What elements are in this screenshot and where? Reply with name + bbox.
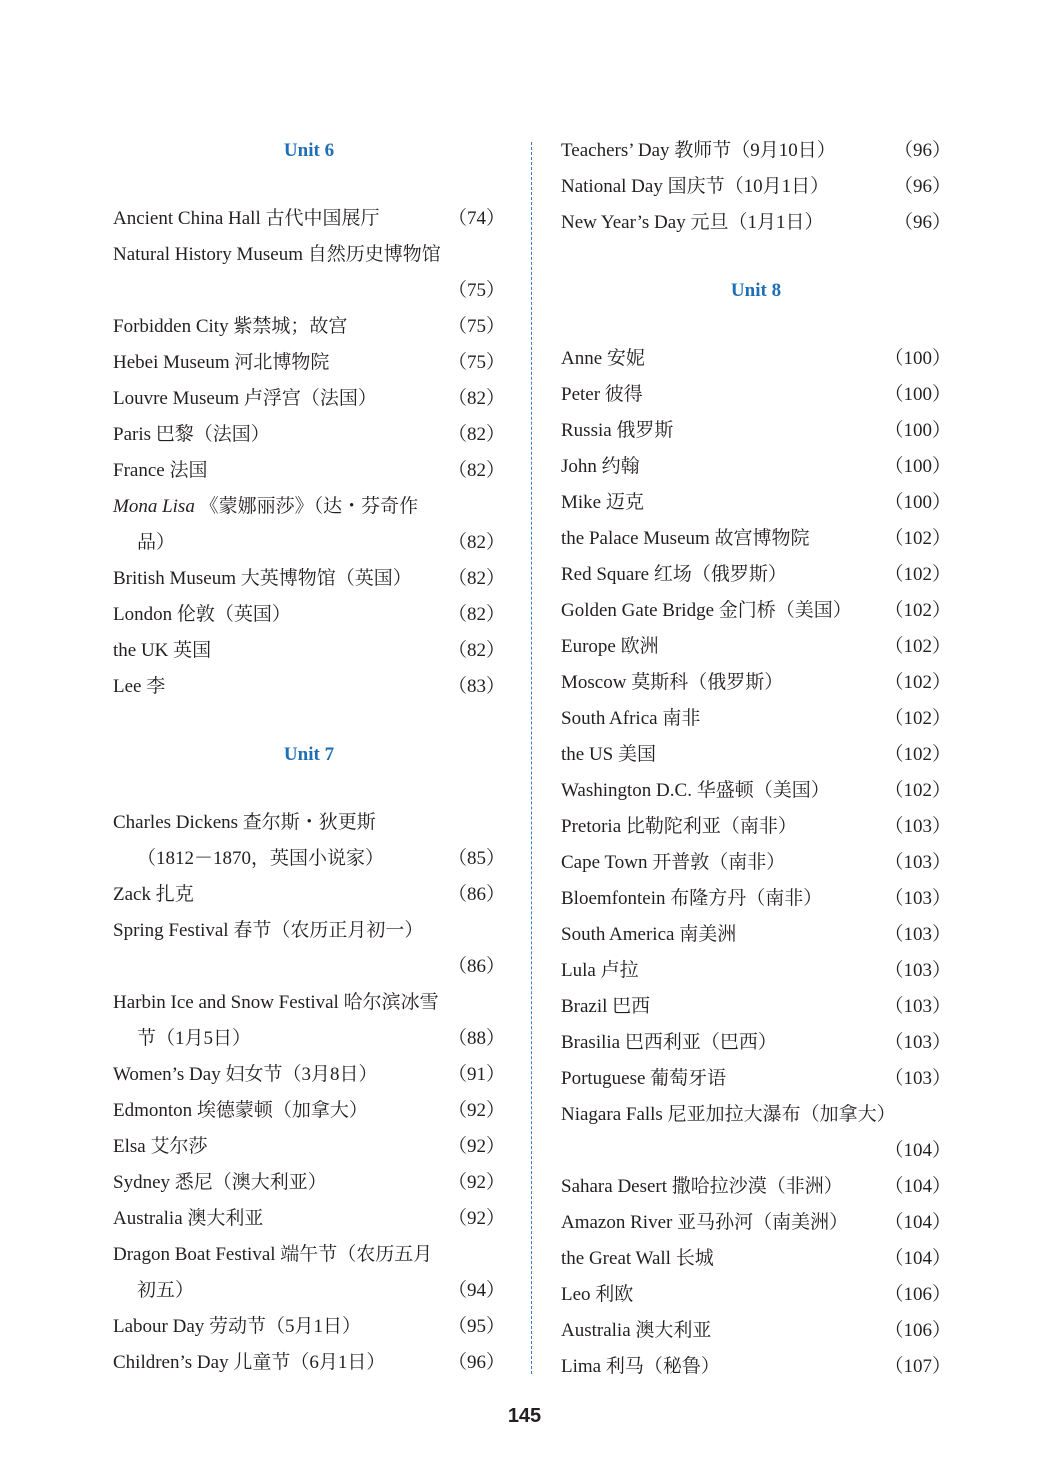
entry-term (561, 1176, 843, 1197)
entry-text: London 伦敦（英国） (113, 604, 291, 625)
entry-text: Europe 欧洲 (561, 636, 659, 657)
entry-text: Lee 李 (113, 676, 166, 697)
entry-term (113, 388, 377, 409)
entry-continuation: 品） (137, 532, 176, 553)
entry-page-ref: （95） (447, 1316, 505, 1337)
entry-term (113, 1208, 263, 1229)
entry-page-ref: （82） (447, 424, 505, 445)
entry-continuation (113, 273, 447, 309)
entry-text: New Year’s Day 元旦（1月1日） (561, 212, 824, 233)
entry-text: Ancient China Hall 古代中国展厅 (113, 208, 380, 229)
entry-page-ref: （82） (447, 604, 505, 625)
entry-continuation (113, 949, 447, 985)
glossary-entry (113, 561, 505, 597)
entry-page-ref: （102） (884, 780, 951, 801)
entry-term (561, 708, 700, 729)
glossary-entry (113, 345, 505, 381)
entry-page-ref: （86） (447, 884, 505, 905)
entry-page-ref: （102） (884, 600, 951, 621)
entry-page-ref: （103） (884, 1068, 951, 1089)
entry-text: Moscow 莫斯科（俄罗斯） (561, 672, 784, 693)
glossary-entry (113, 805, 505, 877)
entry-text: Amazon River 亚马孙河（南美洲） (561, 1212, 849, 1233)
entry-page-ref: （85） (447, 848, 505, 869)
glossary-entry (113, 913, 505, 985)
entry-term (113, 920, 423, 941)
entry-continuation: （1812－1870，英国小说家） (137, 848, 385, 869)
entry-term (113, 1136, 207, 1157)
entry-page-ref: （102） (884, 564, 951, 585)
entry-page-ref: （107） (884, 1356, 951, 1377)
entry-page-ref: （74） (447, 208, 505, 229)
entry-term (561, 888, 822, 909)
entry-page-ref: （103） (884, 888, 951, 909)
entry-page-ref: （91） (447, 1064, 505, 1085)
entry-page-ref: （94） (447, 1280, 505, 1301)
entry-page-ref: （96） (893, 212, 951, 233)
entry-text: National Day 国庆节（10月1日） (561, 176, 830, 197)
entry-text: Lula 卢拉 (561, 960, 639, 981)
entry-term (113, 316, 347, 337)
entry-term (561, 960, 639, 981)
entry-page-ref: （75） (447, 352, 505, 373)
entry-page-ref: （106） (884, 1320, 951, 1341)
glossary-entry (561, 1169, 951, 1205)
entry-text: Zack 扎克 (113, 884, 194, 905)
glossary-entry (113, 1165, 505, 1201)
entry-page-ref: （82） (447, 532, 505, 553)
glossary-entry (561, 1241, 951, 1277)
unit-heading: Unit 6 (283, 140, 335, 161)
glossary-entry (561, 485, 951, 521)
glossary-entry (561, 593, 951, 629)
entry-term (561, 528, 810, 549)
entry-text: South Africa 南非 (561, 708, 701, 729)
glossary-entry (113, 453, 505, 489)
glossary-entry (113, 381, 505, 417)
entry-page-ref: （75） (447, 280, 505, 301)
entry-page-ref: （103） (884, 816, 951, 837)
entry-page-ref: （100） (884, 348, 951, 369)
entry-page-ref: （82） (447, 388, 505, 409)
entry-page-ref: （102） (884, 528, 951, 549)
entry-term (561, 1212, 848, 1233)
entry-text: France 法国 (113, 460, 208, 481)
entry-text: Spring Festival 春节（农历正月初一） (113, 920, 424, 941)
unit-heading: Unit 8 (730, 280, 782, 301)
entry-term (561, 348, 645, 369)
entry-term (561, 384, 643, 405)
right-column (561, 133, 951, 1385)
entry-page-ref: （103） (884, 852, 951, 873)
glossary-entry (113, 1093, 505, 1129)
entry-text: Brasilia 巴西利亚（巴西） (561, 1032, 777, 1053)
entry-term (113, 208, 380, 229)
entry-continuation (561, 1133, 893, 1169)
entry-text: Australia 澳大利亚 (561, 1320, 712, 1341)
glossary-entry (113, 633, 505, 669)
entry-term (561, 420, 673, 441)
entry-term (113, 1064, 377, 1085)
entry-text: South America 南美洲 (561, 924, 737, 945)
entry-text: Niagara Falls 尼亚加拉大瀑布（加拿大） (561, 1104, 896, 1125)
entry-page-ref: （82） (447, 640, 505, 661)
entry-page-ref: （104） (884, 1176, 951, 1197)
entry-text: Red Square 红场（俄罗斯） (561, 564, 787, 585)
entry-text: Pretoria 比勒陀利亚（南非） (561, 816, 797, 837)
entry-text: Louvre Museum 卢浮宫（法国） (113, 388, 377, 409)
glossary-entry (561, 845, 951, 881)
entry-text: Forbidden City 紫禁城；故宫 (113, 316, 348, 337)
entry-text: the Great Wall 长城 (561, 1248, 714, 1269)
entry-continuation: 节（1月5日） (137, 1028, 252, 1049)
entry-page-ref: （96） (447, 1352, 505, 1373)
glossary-entry (113, 669, 505, 705)
entry-text: Bloemfontein 布隆方丹（南非） (561, 888, 823, 909)
glossary-entry (561, 1025, 951, 1061)
entry-page-ref: （103） (884, 960, 951, 981)
entry-term (113, 496, 418, 517)
entry-term (561, 456, 640, 477)
entry-text: Peter 彼得 (561, 384, 643, 405)
glossary-entry (561, 773, 951, 809)
entry-text: Hebei Museum 河北博物院 (113, 352, 330, 373)
entry-term (113, 424, 270, 445)
glossary-entry (113, 1129, 505, 1165)
entry-term (561, 672, 783, 693)
glossary-entry (561, 917, 951, 953)
entry-text: John 约翰 (561, 456, 640, 477)
entry-term (113, 1316, 361, 1337)
entry-term (561, 1032, 777, 1053)
entry-term (113, 244, 441, 265)
entry-text: Dragon Boat Festival 端午节（农历五月 (113, 1244, 433, 1265)
entry-page-ref: （82） (447, 568, 505, 589)
entry-text: Teachers’ Day 教师节（9月10日） (561, 140, 836, 161)
entry-term (561, 600, 852, 621)
entry-term (113, 884, 194, 905)
glossary-entry (561, 1205, 951, 1241)
unit-heading: Unit 7 (283, 744, 335, 765)
entry-text: Women’s Day 妇女节（3月8日） (113, 1064, 378, 1085)
entry-text: Children’s Day 儿童节（6月1日） (113, 1352, 386, 1373)
entry-term (561, 1356, 720, 1377)
entry-term (113, 1352, 385, 1373)
glossary-entry (561, 629, 951, 665)
entry-term (561, 744, 656, 765)
entry-text: Edmonton 埃德蒙顿（加拿大） (113, 1100, 368, 1121)
entry-page-ref: （96） (893, 176, 951, 197)
entry-page-ref: （102） (884, 672, 951, 693)
entry-text: Labour Day 劳动节（5月1日） (113, 1316, 362, 1337)
glossary-entry (113, 1237, 505, 1309)
entry-term (561, 924, 736, 945)
entry-page-ref: （92） (447, 1172, 505, 1193)
entry-text: Cape Town 开普敦（南非） (561, 852, 786, 873)
entry-term (561, 1248, 714, 1269)
entry-term (113, 460, 207, 481)
glossary-entry (561, 205, 951, 241)
entry-text: Harbin Ice and Snow Festival 哈尔滨冰雪 (113, 992, 439, 1013)
entry-term (561, 1320, 711, 1341)
glossary-entry (113, 489, 505, 561)
entry-text: Golden Gate Bridge 金门桥（美国） (561, 600, 852, 621)
glossary-entry (561, 989, 951, 1025)
glossary-entry (561, 413, 951, 449)
glossary-entry (561, 953, 951, 989)
glossary-entry (113, 1057, 505, 1093)
glossary-entry (113, 985, 505, 1057)
entry-text: Brazil 巴西 (561, 996, 651, 1017)
glossary-entry (561, 1313, 951, 1349)
entry-page-ref: （102） (884, 708, 951, 729)
glossary-entry (561, 1349, 951, 1385)
entry-page-ref: （103） (884, 1032, 951, 1053)
glossary-entry (561, 341, 951, 377)
entry-text: Charles Dickens 查尔斯・狄更斯 (113, 812, 376, 833)
entry-term (561, 780, 830, 801)
entry-page-ref: （102） (884, 636, 951, 657)
glossary-entry (561, 1277, 951, 1313)
glossary-entry (561, 449, 951, 485)
glossary-entry (113, 201, 505, 237)
glossary-entry (561, 809, 951, 845)
left-column (113, 133, 505, 1381)
entry-term (561, 212, 823, 233)
entry-text: Mike 迈克 (561, 492, 644, 513)
glossary-entry (561, 557, 951, 593)
entry-term (113, 1100, 368, 1121)
entry-text: British Museum 大英博物馆（英国） (113, 568, 412, 589)
entry-page-ref: （92） (447, 1208, 505, 1229)
glossary-entry (561, 377, 951, 413)
glossary-entry (561, 1097, 951, 1169)
entry-term (113, 604, 291, 625)
glossary-entry (113, 309, 505, 345)
entry-text: Anne 安妮 (561, 348, 645, 369)
entry-term (113, 1244, 432, 1265)
glossary-entry (113, 1345, 505, 1381)
glossary-entry (113, 1201, 505, 1237)
entry-term (561, 852, 785, 873)
glossary-entry (561, 665, 951, 701)
entry-text: the Palace Museum 故宫博物院 (561, 528, 810, 549)
glossary-entry (561, 521, 951, 557)
entry-term-italic: Mona Lisa (113, 496, 195, 517)
entry-page-ref: （104） (884, 1212, 951, 1233)
glossary-entry (561, 133, 951, 169)
entry-text: Leo 利欧 (561, 1284, 634, 1305)
glossary-entry (561, 1061, 951, 1097)
glossary-entry (561, 881, 951, 917)
entry-text: Paris 巴黎（法国） (113, 424, 270, 445)
entry-page-ref: （104） (884, 1248, 951, 1269)
column-divider (531, 142, 532, 1374)
entry-page-ref: （100） (884, 384, 951, 405)
entry-term (561, 492, 644, 513)
entry-page-ref: （103） (884, 996, 951, 1017)
entry-page-ref: （86） (447, 956, 505, 977)
glossary-entry (113, 237, 505, 309)
glossary-entry (113, 597, 505, 633)
entry-term (113, 992, 439, 1013)
entry-page-ref: （88） (447, 1028, 505, 1049)
entry-page-ref: （102） (884, 744, 951, 765)
entry-text: Australia 澳大利亚 (113, 1208, 264, 1229)
glossary-entry (113, 1309, 505, 1345)
entry-text: Washington D.C. 华盛顿（美国） (561, 780, 830, 801)
entry-term (561, 176, 829, 197)
page-number: 145 (507, 1405, 542, 1427)
entry-term (113, 1172, 327, 1193)
entry-text: 《蒙娜丽莎》（达・芬奇作 (194, 496, 419, 517)
entry-page-ref: （100） (884, 456, 951, 477)
entry-text: the UK 英国 (113, 640, 212, 661)
entry-page-ref: （96） (893, 140, 951, 161)
entry-term (561, 996, 650, 1017)
entry-term (561, 1104, 896, 1125)
entry-page-ref: （103） (884, 924, 951, 945)
glossary-entry (561, 737, 951, 773)
entry-term (113, 352, 329, 373)
entry-term (561, 564, 787, 585)
entry-text: Russia 俄罗斯 (561, 420, 674, 441)
entry-text: Natural History Museum 自然历史博物馆 (113, 244, 441, 265)
entry-term (561, 140, 836, 161)
entry-term (113, 676, 165, 697)
glossary-entry (113, 877, 505, 913)
entry-term (113, 812, 376, 833)
entry-text: Portuguese 葡萄牙语 (561, 1068, 727, 1089)
entry-term (113, 568, 412, 589)
entry-term (561, 1068, 726, 1089)
entry-page-ref: （83） (447, 676, 505, 697)
entry-text: Elsa 艾尔莎 (113, 1136, 208, 1157)
entry-text: Lima 利马（秘鲁） (561, 1356, 720, 1377)
entry-page-ref: （92） (447, 1100, 505, 1121)
entry-term (113, 640, 211, 661)
glossary-entry (561, 701, 951, 737)
entry-continuation: 初五） (137, 1280, 195, 1301)
entry-term (561, 816, 797, 837)
entry-page-ref: （104） (884, 1140, 951, 1161)
entry-term (561, 636, 659, 657)
entry-page-ref: （75） (447, 316, 505, 337)
glossary-entry (113, 417, 505, 453)
entry-text: Sydney 悉尼（澳大利亚） (113, 1172, 327, 1193)
entry-text: Sahara Desert 撒哈拉沙漠（非洲） (561, 1176, 843, 1197)
entry-page-ref: （100） (884, 420, 951, 441)
glossary-entry (561, 169, 951, 205)
entry-page-ref: （92） (447, 1136, 505, 1157)
entry-page-ref: （106） (884, 1284, 951, 1305)
entry-page-ref: （82） (447, 460, 505, 481)
entry-term (561, 1284, 633, 1305)
entry-text: the US 美国 (561, 744, 657, 765)
entry-page-ref: （100） (884, 492, 951, 513)
